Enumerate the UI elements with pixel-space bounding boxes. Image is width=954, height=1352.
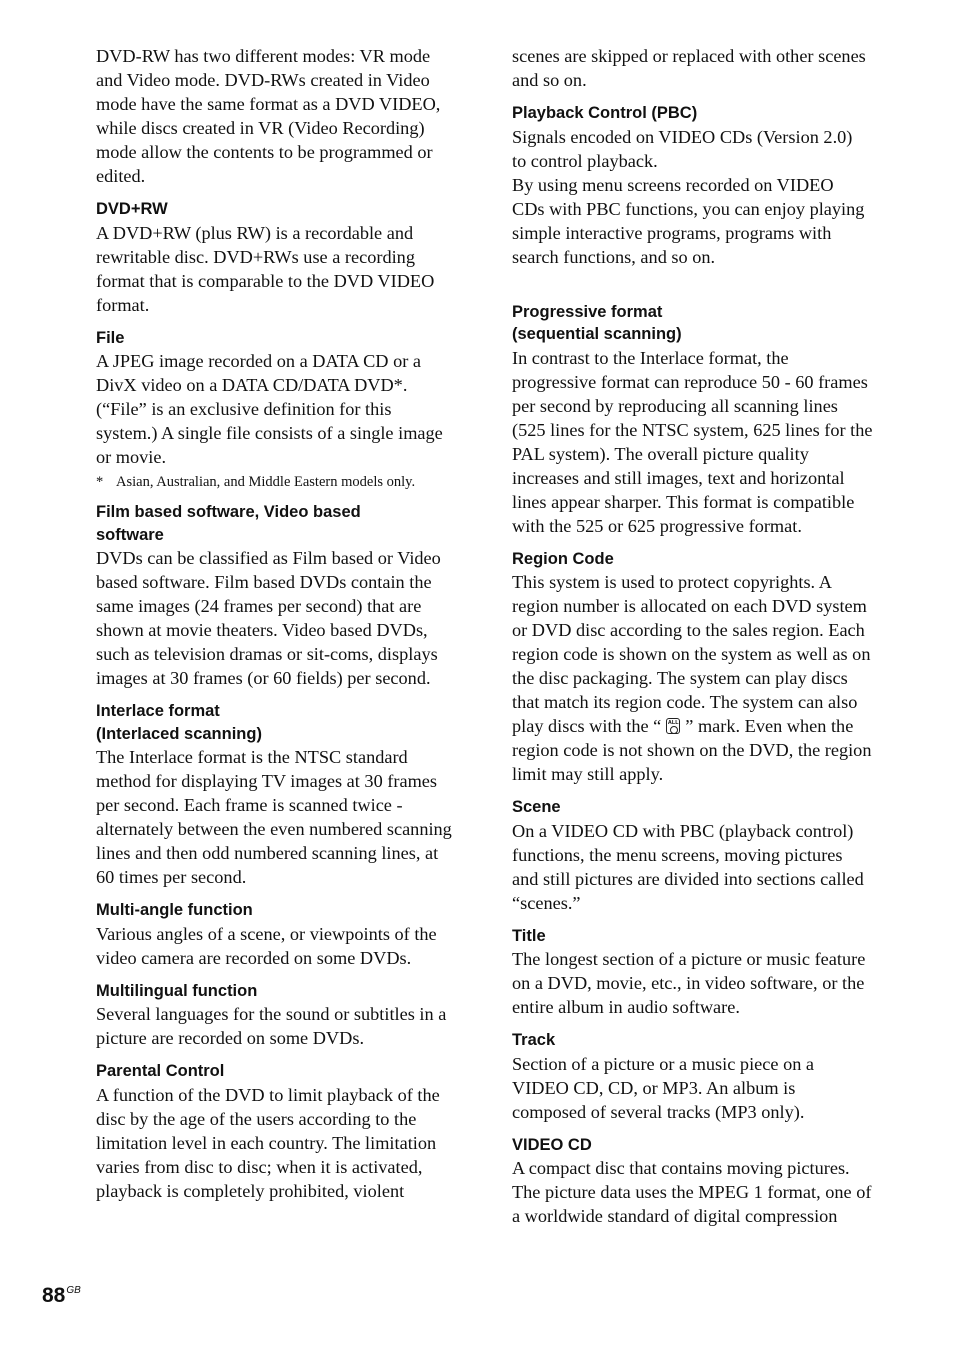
region-all-icon: [666, 718, 680, 734]
term-video-cd: [512, 1134, 884, 1157]
footnote-marker: *: [96, 474, 104, 490]
text-line: DVD+RW: [96, 200, 168, 218]
text-line: By using menu screens recorded on VIDEO: [512, 174, 834, 195]
term-region-code: [512, 548, 884, 571]
term-parental-control: [96, 1060, 468, 1083]
text-line: functions, the menu screens, moving pictures: [512, 844, 843, 865]
text-line: A JPEG image recorded on a DATA CD or a: [96, 351, 421, 371]
definition-region-code: [512, 570, 884, 786]
text-line: system.) A single file consists of a single image: [96, 423, 443, 443]
text-line: (sequential scanning): [512, 325, 682, 343]
region-all-icon-text: ALL: [667, 720, 679, 726]
text-line: simple interactive programs, programs with: [512, 222, 832, 243]
text-line: VIDEO CD, CD, or MP3. An album is: [512, 1077, 796, 1098]
text-line: entire album in audio software.: [512, 997, 740, 1017]
text-line: Multi-angle function: [96, 901, 253, 919]
term-film-video-software: [96, 501, 468, 546]
text-line: The Interlace format is the NTSC standard: [96, 747, 408, 767]
text-line: Section of a picture or a music piece on a: [512, 1053, 815, 1074]
text-line: region number is allocated on each DVD system: [512, 596, 867, 616]
text-line: File: [96, 328, 125, 347]
text-line: (“File” is an exclusive definition for this: [96, 399, 392, 419]
text-line: Playback Control (PBC): [512, 104, 698, 122]
text-line: picture are recorded on some DVDs.: [96, 1028, 365, 1048]
text-line: DivX video on a DATA CD/DATA DVD*.: [96, 375, 408, 395]
text-line: playback is completely prohibited, violent: [96, 1180, 405, 1201]
term-file: [96, 327, 468, 350]
page-region-suffix: GB: [66, 1285, 81, 1296]
text-line: software: [96, 525, 164, 544]
definition-multilingual: [96, 1002, 468, 1050]
text-line: VIDEO CD: [512, 1135, 592, 1154]
term-interlace-format: [96, 700, 468, 745]
region-mark-line-start: play discs with the “: [512, 716, 662, 736]
text-line: Various angles of a scene, or viewpoints of the: [96, 923, 437, 944]
text-line: per second. Each frame is scanned twice -: [96, 795, 403, 815]
text-line: format.: [96, 294, 150, 315]
term-multi-angle: [96, 899, 468, 922]
text-line: (525 lines for the NTSC system, 625 lines for the: [512, 419, 873, 440]
term-track: [512, 1029, 884, 1052]
region-code-lines: [512, 570, 884, 714]
text-line: Progressive format: [512, 302, 663, 321]
text-line: Multilingual function: [96, 981, 258, 1000]
text-line: a worldwide standard of digital compression: [512, 1206, 838, 1226]
text-line: A compact disc that contains moving pictures.: [512, 1158, 850, 1178]
left-column: [96, 44, 468, 1203]
region-mark-line: [512, 714, 884, 738]
text-line: 60 times per second.: [96, 867, 247, 887]
definition-dvd-plus-rw: [96, 221, 468, 317]
term-playback-control: [512, 102, 884, 125]
term-progressive-format: [512, 301, 884, 346]
text-line: Signals encoded on VIDEO CDs (Version 2.0): [512, 126, 853, 147]
text-line: alternately between the even numbered scanning: [96, 819, 452, 839]
text-line: Several languages for the sound or subtitles in a: [96, 1004, 447, 1024]
text-line: DVD-RW has two different modes: VR mode: [96, 46, 431, 66]
text-line: images at 30 frames (or 60 fields) per second.: [96, 668, 431, 688]
text-line: disc by the age of the users according to the: [96, 1108, 417, 1129]
term-scene: [512, 796, 884, 819]
text-line: This system is used to protect copyrights. A: [512, 572, 832, 592]
text-line: On a VIDEO CD with PBC (playback control): [512, 820, 854, 841]
definition-film-video-software: [96, 546, 468, 690]
text-line: that match its region code. The system can also: [512, 692, 858, 712]
text-line: varies from disc to disc; when it is activated,: [96, 1156, 423, 1177]
text-line: and so on.: [512, 70, 587, 90]
term-dvd-plus-rw: [96, 198, 468, 221]
text-line: lines appear sharper. This format is compatible: [512, 491, 855, 512]
text-line: Title: [512, 926, 546, 945]
text-line: edited.: [96, 166, 146, 186]
text-line: or movie.: [96, 447, 167, 467]
term-title: [512, 925, 884, 948]
definition-playback-control: [512, 125, 884, 269]
text-line: rewritable disc. DVD+RWs use a recording: [96, 246, 415, 267]
term-multilingual: [96, 980, 468, 1003]
text-line: Region Code: [512, 549, 614, 568]
definition-file: [96, 349, 468, 469]
text-line: Track: [512, 1031, 556, 1049]
right-column: [512, 44, 884, 1228]
text-line: DVDs can be classified as Film based or Video: [96, 548, 441, 568]
text-line: composed of several tracks (MP3 only).: [512, 1101, 805, 1122]
text-line: The longest section of a picture or music feature: [512, 949, 866, 969]
page-number: 88: [42, 1284, 66, 1307]
definition-track: [512, 1052, 884, 1124]
text-line: mode allow the contents to be programmed or: [96, 142, 433, 162]
text-line: region code is not shown on the DVD, the region: [512, 740, 872, 760]
text-line: on a DVD, movie, etc., in video software, or the: [512, 973, 865, 993]
text-line: while discs created in VR (Video Recording): [96, 118, 425, 138]
text-line: with the 525 or 625 progressive format.: [512, 515, 802, 536]
region-code-lines-end: [512, 738, 884, 786]
text-line: Film based software, Video based: [96, 503, 361, 521]
text-line: and Video mode. DVD-RWs created in Video: [96, 70, 430, 90]
text-line: and still pictures are divided into sections called: [512, 868, 864, 889]
text-line: A function of the DVD to limit playback of the: [96, 1084, 440, 1105]
text-line: mode have the same format as a DVD VIDEO,: [96, 94, 441, 114]
definition-video-cd: [512, 1156, 884, 1228]
continued-paragraph: [512, 44, 884, 92]
text-line: Parental Control: [96, 1062, 225, 1080]
text-line: In contrast to the Interlace format, the: [512, 347, 789, 368]
intro-paragraph: [96, 44, 468, 188]
definition-scene: [512, 819, 884, 915]
text-line: such as television dramas or sit-coms, displays: [96, 644, 438, 664]
text-line: limit may still apply.: [512, 764, 664, 784]
definition-progressive-format: [512, 346, 884, 538]
text-line: shown at movie theaters. Video based DVDs,: [96, 620, 428, 640]
region-mark-line-end: ” mark. Even when the: [685, 716, 854, 736]
text-line: A DVD+RW (plus RW) is a recordable and: [96, 222, 414, 243]
text-line: region code is shown on the system as well as on: [512, 644, 871, 664]
page-footer: [42, 1284, 81, 1308]
text-line: PAL system). The overall picture quality: [512, 443, 809, 464]
footnote-text: Asian, Australian, and Middle Eastern models only.: [116, 474, 416, 490]
text-line: Scene: [512, 798, 561, 816]
text-line: (Interlaced scanning): [96, 724, 262, 743]
text-line: The picture data uses the MPEG 1 format, one of: [512, 1182, 872, 1202]
text-line: scenes are skipped or replaced with other scenes: [512, 46, 866, 66]
text-line: to control playback.: [512, 150, 658, 171]
definition-title: [512, 947, 884, 1019]
text-line: format that is comparable to the DVD VIDEO: [96, 270, 435, 291]
text-line: CDs with PBC functions, you can enjoy playing: [512, 198, 865, 219]
text-line: limitation level in each country. The limitation: [96, 1132, 437, 1153]
text-line: Interlace format: [96, 702, 220, 720]
text-line: lines and then odd numbered scanning lines, at: [96, 843, 439, 863]
definition-multi-angle: [96, 922, 468, 970]
footnote-file: [96, 473, 468, 491]
text-line: video camera are recorded on some DVDs.: [96, 947, 412, 968]
text-line: or DVD disc according to the sales region. Each: [512, 620, 865, 640]
text-line: progressive format can reproduce 50 - 60 frames: [512, 371, 868, 392]
text-line: method for displaying TV images at 30 frames: [96, 771, 438, 791]
text-line: same images (24 frames per second) that are: [96, 596, 422, 616]
text-line: increases and still images, text and horizontal: [512, 467, 845, 488]
definition-parental-control: [96, 1083, 468, 1203]
text-line: search functions, and so on.: [512, 246, 716, 267]
text-line: based software. Film based DVDs contain the: [96, 572, 432, 592]
text-line: per second by reproducing all scanning lines: [512, 395, 838, 416]
text-line: “scenes.”: [512, 892, 581, 913]
definition-interlace-format: [96, 745, 468, 889]
text-line: the disc packaging. The system can play discs: [512, 668, 848, 688]
